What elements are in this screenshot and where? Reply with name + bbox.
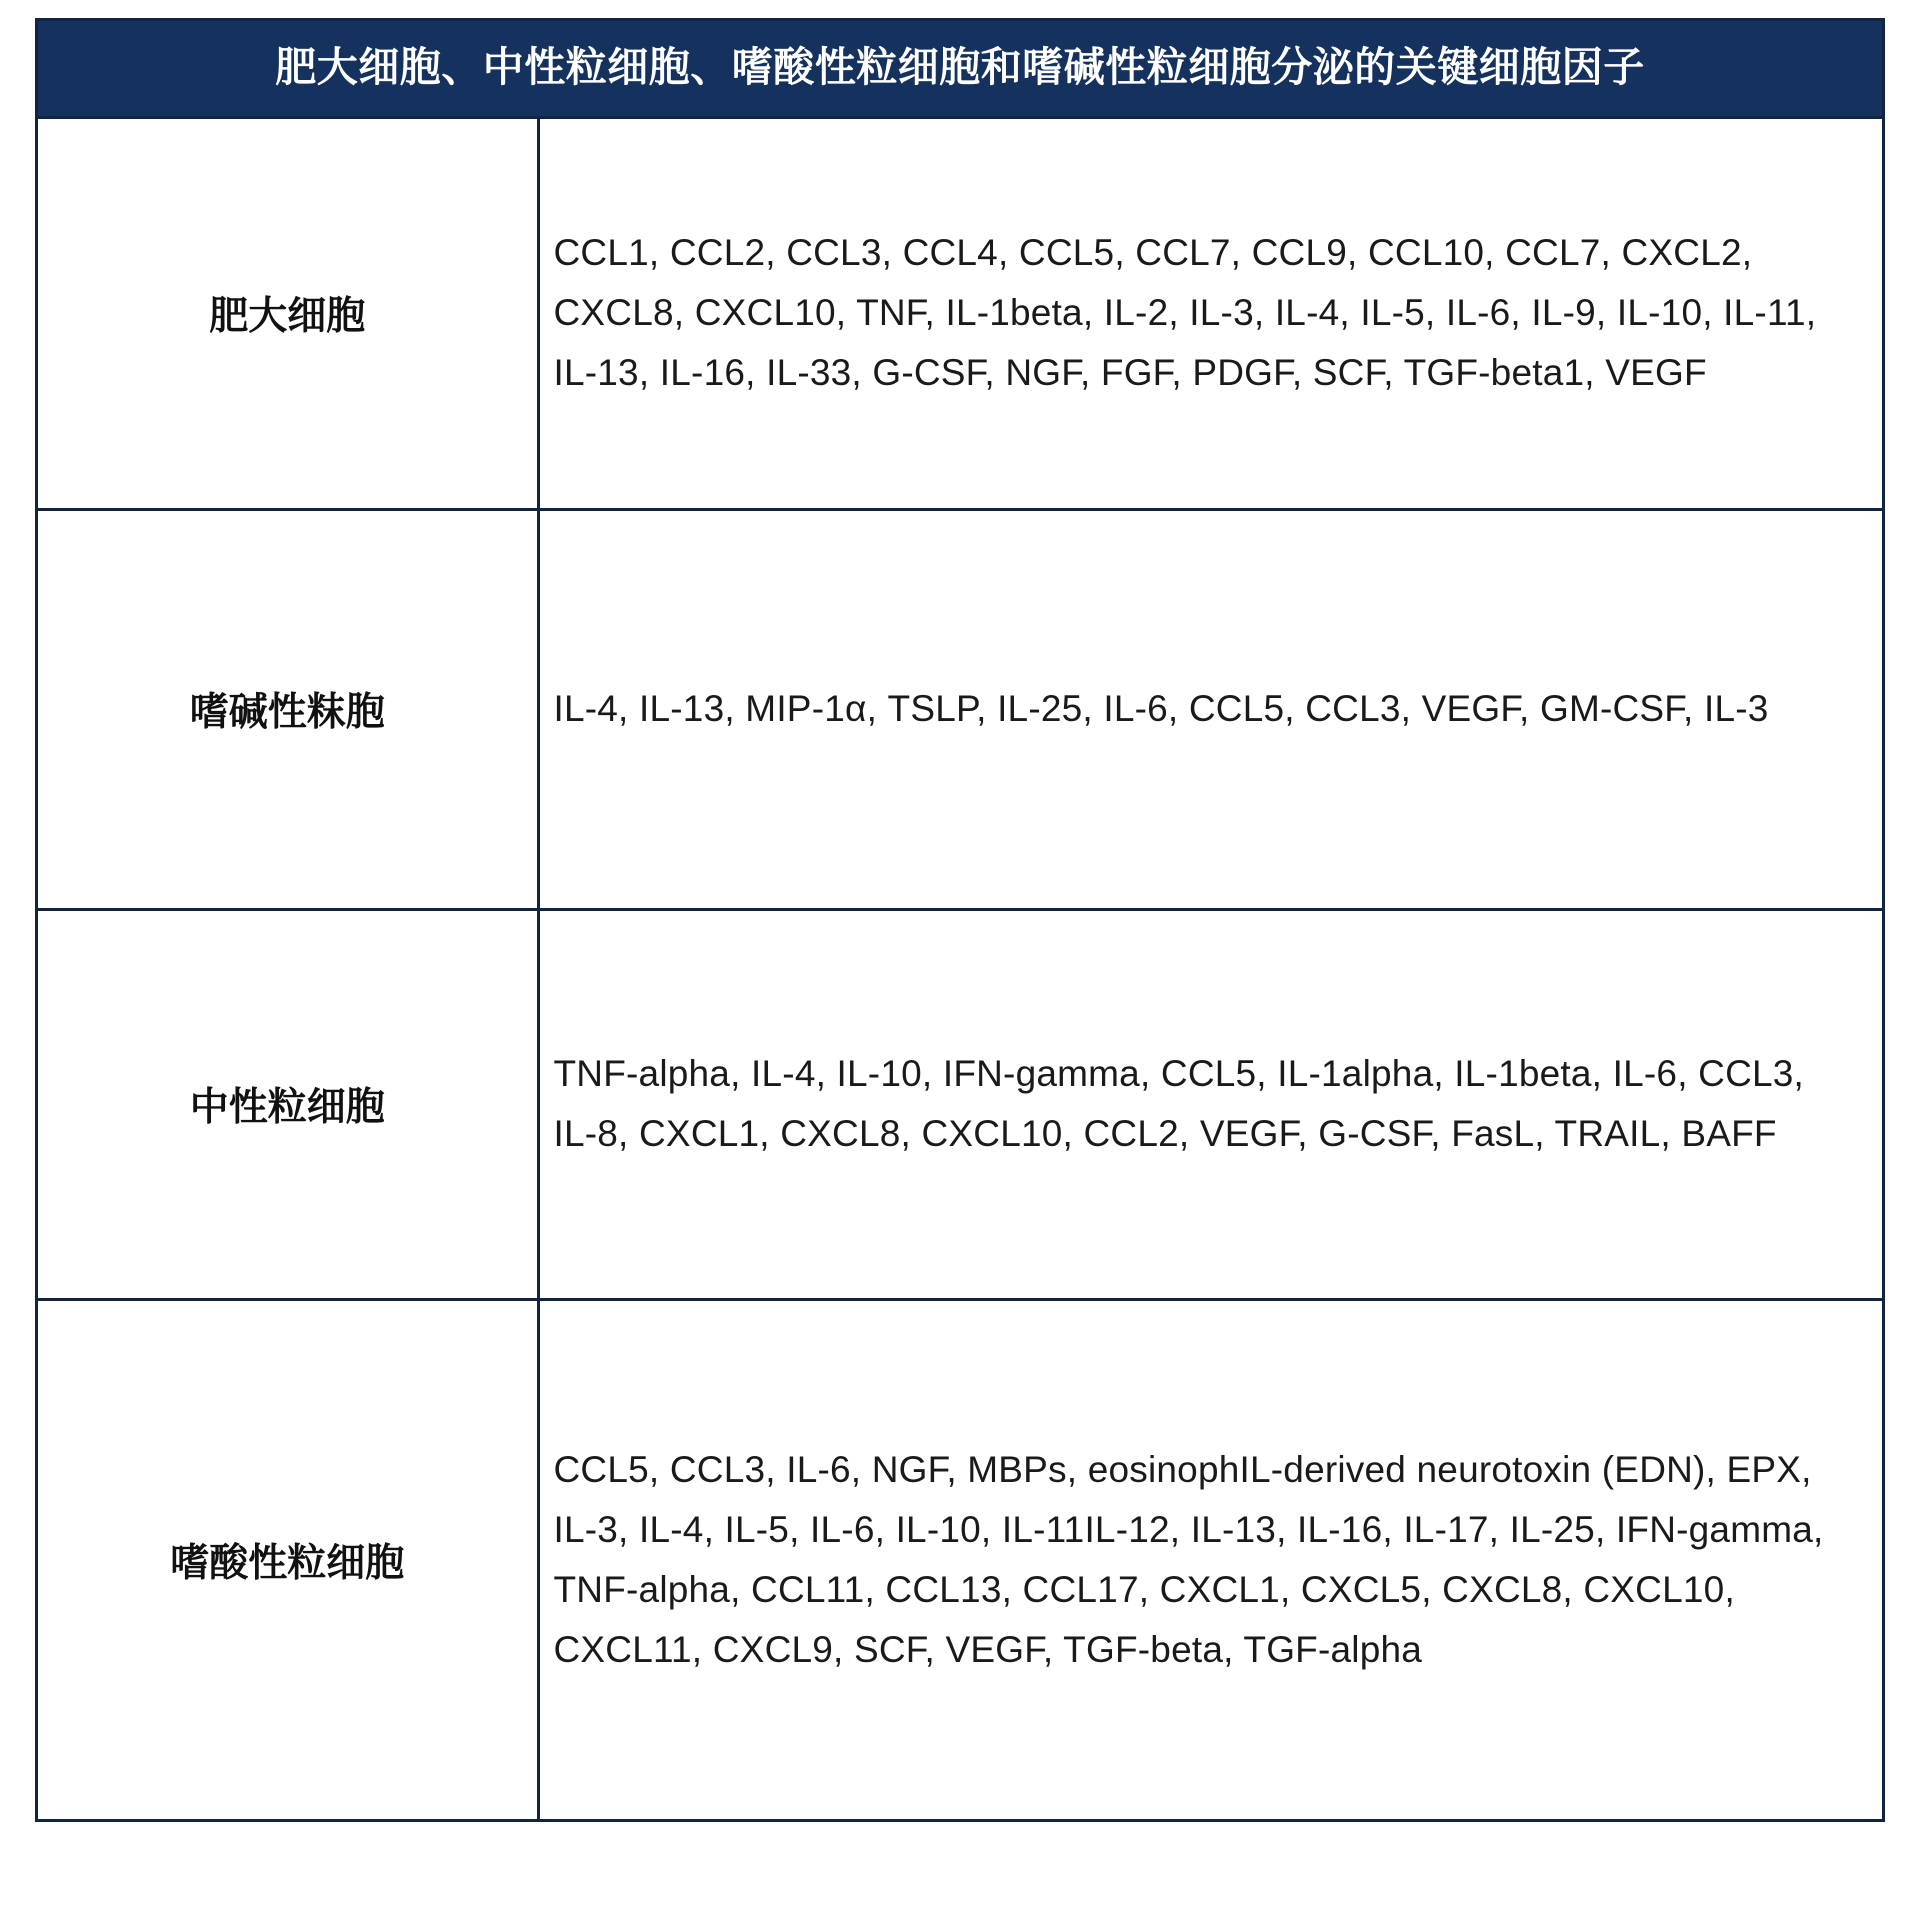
cytokine-table	[35, 18, 1885, 1822]
table-title: 肥大细胞、中性粒细胞、嗜酸性粒细胞和嗜碱性粒细胞分泌的关键细胞因子	[38, 21, 1882, 119]
cell-cytokine-list: TNF-alpha, IL-4, IL-10, IFN-gamma, CCL5, IL-1alpha, IL-1beta, IL-6, CCL3, IL-8, CXCL1, CXCL8, CXCL10, CCL2, VEGF, G-CSF, FasL, TRAIL, BAFF	[553, 1053, 1805, 1155]
cell-cytokine-list: CCL1, CCL2, CCL3, CCL4, CCL5, CCL7, CCL9, CCL10, CCL7, CXCL2, CXCL8, CXCL10, TNF, IL-1beta, IL-2, IL-3, IL-4, IL-5, IL-6, IL-9, IL-10, IL-11, IL-13, IL-16, IL-33, G-CSF, NGF, FGF, PDGF, SCF, TGF-beta1, VEGF	[553, 232, 1817, 394]
table-row	[38, 119, 1882, 509]
cell-cytokine-list: IL-4, IL-13, MIP-1α, TSLP, IL-25, IL-6, CCL5, CCL3, VEGF, GM-CSF, IL-3	[553, 688, 1769, 730]
table-row	[38, 509, 1882, 909]
cell-cell-type-label: 嗜碱性粖胞	[38, 509, 538, 909]
table-row	[38, 909, 1882, 1299]
cell-cell-type-label: 嗜酸性粒细胞	[38, 1299, 538, 1819]
cell-cytokine-list: CCL5, CCL3, IL-6, NGF, MBPs, eosinophIL-derived neurotoxin (EDN), EPX, IL-3, IL-4, IL-5, IL-6, IL-10, IL-11IL-12, IL-13, IL-16, IL-17, IL-25, IFN-gamma, TNF-alpha, CCL11, CCL13, CCL17, CXCL1, CXCL5, CXCL8, CXCL10, CXCL11, CXCL9, SCF, VEGF, TGF-beta, TGF-alpha	[553, 1448, 1824, 1670]
table-row	[38, 1299, 1882, 1819]
cell-cell-type-label: 肥大细胞	[38, 119, 538, 509]
table-body	[38, 119, 1882, 1819]
cell-cell-type-label: 中性粒细胞	[38, 909, 538, 1299]
